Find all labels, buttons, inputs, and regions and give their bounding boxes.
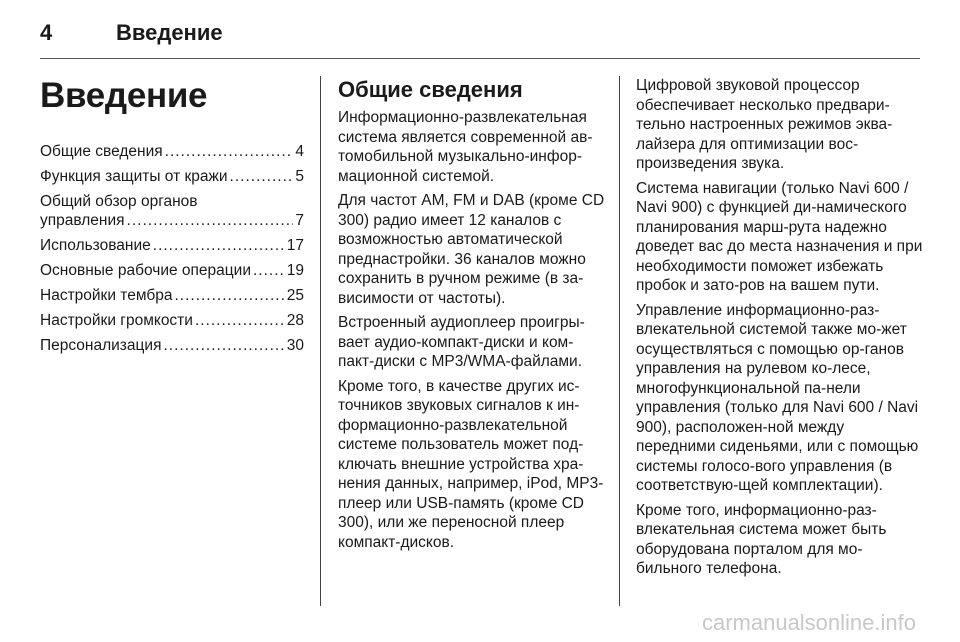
toc-item-label: Настройки тембра xyxy=(40,287,173,304)
paragraph: Для частот AM, FM и DAB (кроме CD 300) радио имеет 12 каналов с возможностью автоматической преднастройки. 36 каналов можно сохранить в ручном режиме (в за-висимости от частоты). xyxy=(338,192,605,307)
column-divider-2 xyxy=(619,76,620,606)
toc-item-basic-operations[interactable] xyxy=(40,261,304,280)
toc-item-page: 30 xyxy=(286,337,304,354)
column-divider-1 xyxy=(320,76,321,606)
toc-leader xyxy=(174,286,284,305)
paragraph: Цифровой звуковой процессор обеспечивает несколько предвари-тельно настроенных режимов эква-лайзера для оптимизации вос-произведения звука. xyxy=(636,77,893,172)
paragraph: Кроме того, в качестве других ис-точников звуковых сигналов к ин-формационно-развлекательной системе пользователь может под-ключать внешние устройства хра-нения данных, например, iPod, MP3-плеер или USB-память (кроме CD 300), или же переносной плеер компакт-дисков. xyxy=(338,377,604,551)
toc-leader xyxy=(253,261,285,280)
toc-item-personalization[interactable] xyxy=(40,336,304,355)
header-rule xyxy=(40,58,920,59)
toc-item-page: 19 xyxy=(286,262,304,279)
toc-item-page: 25 xyxy=(286,287,304,304)
table-of-contents xyxy=(40,142,304,355)
toc-column xyxy=(40,76,304,361)
toc-item-label: Общие сведения xyxy=(40,143,163,160)
paragraph: Кроме того, информационно-раз-влекательная система может быть оборудована порталом для мо-бильного телефона. xyxy=(636,501,887,577)
running-title: Введение xyxy=(116,20,223,45)
toc-leader xyxy=(163,336,284,355)
paragraph: Управление информационно-раз-влекательной системой также мо-жет осуществляться с помощью ор-ганов управления на рулевом ко-лесе, многофункциональной па-нели управления (только для Navi 600 / Navi 900), расположен-ной между передними сиденьями, или с помощью системы голосо-вого управления (в соответствую-щей комплектации). xyxy=(636,301,919,494)
paragraph: Встроенный аудиоплеер проигры-вает аудио-компакт-диски и ком-пакт-диски с MP3/WMA-файлами. xyxy=(338,314,585,370)
toc-item-page: 17 xyxy=(286,237,304,254)
content-column-1 xyxy=(338,76,608,557)
paragraph: Информационно-развлекательная система является современной ав-томобильной музыкально-инфор-мационной системой. xyxy=(338,109,593,185)
section-title: Общие сведения xyxy=(338,77,523,102)
toc-item-page: 4 xyxy=(295,143,304,160)
toc-item-general[interactable] xyxy=(40,142,304,161)
toc-leader xyxy=(153,236,285,255)
toc-item-page: 7 xyxy=(295,212,304,229)
chapter-title: Введение xyxy=(40,76,208,115)
toc-leader xyxy=(230,167,294,186)
page-number: 4 xyxy=(40,20,53,45)
content-column-2 xyxy=(636,76,926,584)
paragraph: Система навигации (только Navi 600 / Navi 900) с функцией ди-намического планирования марш-рута надежно доведет вас до места назначения и при необходимости поможет избежать пробок и зато-ров на вашем пути. xyxy=(636,179,923,294)
toc-leader xyxy=(165,142,294,161)
toc-item-label: Персонализация xyxy=(40,337,162,354)
toc-item-usage[interactable] xyxy=(40,236,304,255)
toc-item-theft-protection[interactable] xyxy=(40,167,304,186)
toc-leader xyxy=(195,311,285,330)
toc-item-label: Основные рабочие операции xyxy=(40,262,251,279)
toc-item-volume-settings[interactable] xyxy=(40,311,304,330)
toc-leader xyxy=(127,211,294,230)
toc-item-label: Настройки громкости xyxy=(40,312,193,329)
toc-item-label: Функция защиты от кражи xyxy=(40,168,228,185)
toc-item-label-cont: управления xyxy=(40,212,125,229)
toc-item-label: Использование xyxy=(40,237,151,254)
watermark: carmanualsonline.info xyxy=(701,610,916,635)
toc-item-page: 28 xyxy=(286,312,304,329)
toc-item-label: Общий обзор органов xyxy=(40,193,198,210)
toc-item-controls-overview[interactable] xyxy=(40,192,304,230)
toc-item-tone-settings[interactable] xyxy=(40,286,304,305)
page-header xyxy=(40,18,920,58)
toc-item-page: 5 xyxy=(295,168,304,185)
